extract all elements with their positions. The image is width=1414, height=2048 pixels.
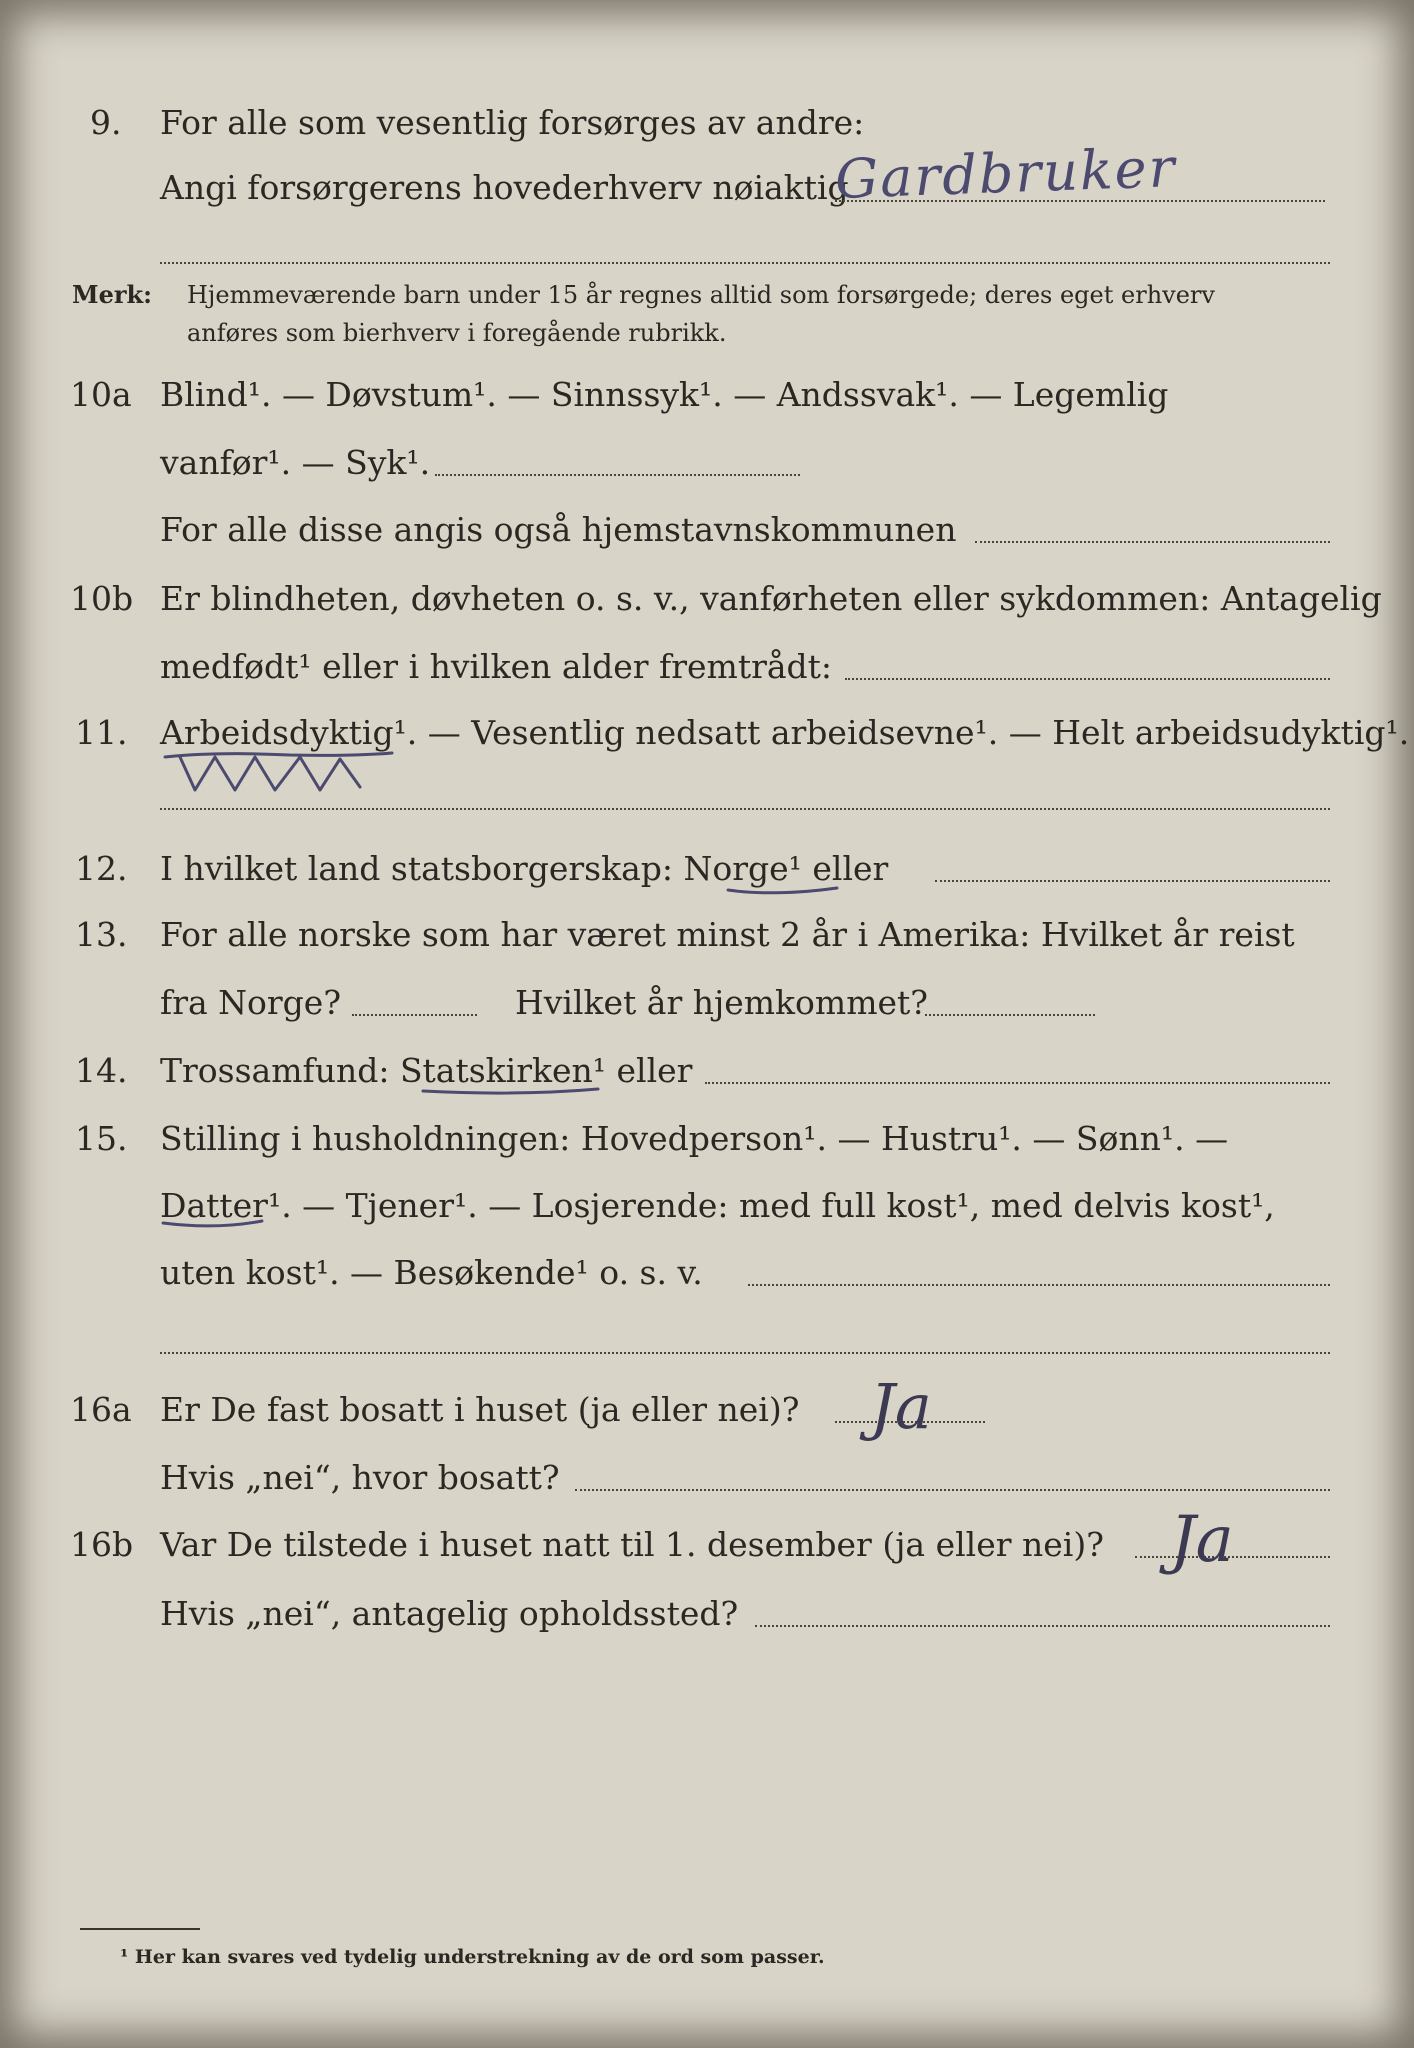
q16b-text2: Hvis „nei“, antagelig opholdssted?: [160, 1594, 739, 1633]
q10b-line1: [0, 577, 1414, 621]
q13-line1: [0, 913, 1414, 957]
q13-text1: For alle norske som har været minst 2 år i Amerika: Hvilket år reist: [160, 915, 1295, 954]
q10a-line1: [0, 373, 1414, 417]
q10b-text2: medfødt¹ eller i hvilken alder fremtrådt:: [160, 647, 833, 686]
q16b-text1: Var De tilstede i huset natt til 1. desember (ja eller nei)?: [160, 1525, 1104, 1564]
q11-number: 11.: [75, 713, 128, 752]
merk-text2: anføres som bierhverv i foregående rubrikk.: [187, 319, 727, 347]
q10a-line2: [0, 441, 1414, 485]
q10a-number: 10a: [70, 375, 132, 414]
q9-text2: Angi forsørgerens hovederhverv nøiaktig: [160, 168, 849, 207]
q15-text2: Datter¹. — Tjener¹. — Losjerende: med full kost¹, med delvis kost¹,: [160, 1186, 1275, 1225]
q9-number: 9.: [90, 103, 122, 142]
q16a-answer-handwritten: Ja: [870, 1370, 932, 1443]
q10a-syk-line[interactable]: [435, 474, 800, 476]
q16a-text2: Hvis „nei“, hvor bosatt?: [160, 1458, 560, 1497]
q13-hjemkommet-line[interactable]: [925, 1014, 1095, 1016]
q10b-line2: [0, 645, 1414, 689]
q12-answer-line[interactable]: [935, 880, 1330, 882]
q9-text1: For alle som vesentlig forsørges av andre:: [160, 103, 865, 142]
q16a-line1: [0, 1388, 1414, 1432]
q15-extra-line[interactable]: [160, 1352, 1330, 1354]
q15-answer-line[interactable]: [748, 1284, 1330, 1286]
q9-line1: [0, 101, 1414, 145]
q14-number: 14.: [75, 1051, 128, 1090]
q15-number: 15.: [75, 1119, 128, 1158]
q12-line1: [0, 847, 1414, 891]
q13-text2a: fra Norge?: [160, 983, 342, 1022]
q12-text1: I hvilket land statsborgerskap: Norge¹ eller: [160, 849, 889, 888]
q14-answer-line[interactable]: [705, 1082, 1330, 1084]
q10a-text3: For alle disse angis også hjemstavnskommunen: [160, 510, 957, 549]
q16b-opholdssted-line[interactable]: [755, 1625, 1330, 1627]
footnote: ¹ Her kan svares ved tydelig understrekning av de ord som passer.: [120, 1946, 825, 1968]
q10b-text1: Er blindheten, døvheten o. s. v., vanførheten eller sykdommen: Antagelig: [160, 579, 1382, 618]
q15-datter-underline: [160, 1215, 270, 1235]
footnote-rule: [80, 1928, 200, 1930]
q15-line3: [0, 1251, 1414, 1295]
q9-answer-handwritten: Gardbruker: [834, 136, 1178, 211]
q13-number: 13.: [75, 915, 128, 954]
q14-statskirken-underline: [420, 1082, 605, 1102]
q10a-text1: Blind¹. — Døvstum¹. — Sinnssyk¹. — Andssvak¹. — Legemlig: [160, 375, 1169, 414]
q13-text2b: Hvilket år hjemkommet?: [515, 983, 928, 1022]
q11-handwritten-underline: [160, 735, 420, 795]
q10a-line3: [0, 508, 1414, 552]
q16b-number: 16b: [70, 1525, 134, 1564]
q12-number: 12.: [75, 849, 128, 888]
q11-text1: Arbeidsdyktig¹. — Vesentlig nedsatt arbeidsevne¹. — Helt arbeidsudyktig¹.: [160, 713, 1410, 752]
q15-text1: Stilling i husholdningen: Hovedperson¹. — Hustru¹. — Sønn¹. —: [160, 1119, 1229, 1158]
q9-extra-line[interactable]: [160, 262, 1330, 264]
q16a-line2: [0, 1456, 1414, 1500]
q16a-number: 16a: [70, 1390, 132, 1429]
q9-line2: [0, 166, 1414, 210]
merk-label: Merk:: [72, 280, 152, 309]
q10a-kommune-line[interactable]: [975, 541, 1330, 543]
q10b-answer-line[interactable]: [845, 678, 1330, 680]
q13-line2: [0, 981, 1414, 1025]
merk-text1: Hjemmeværende barn under 15 år regnes alltid som forsørgede; deres eget erhverv: [187, 281, 1215, 309]
q16a-bosatt-line[interactable]: [575, 1489, 1330, 1491]
q10b-number: 10b: [70, 579, 134, 618]
q12-norge-underline: [725, 880, 845, 900]
q11-extra-line[interactable]: [160, 808, 1330, 810]
q16b-line2: [0, 1592, 1414, 1636]
q15-text3: uten kost¹. — Besøkende¹ o. s. v.: [160, 1253, 703, 1292]
q14-line1: [0, 1049, 1414, 1093]
q14-text1: Trossamfund: Statskirken¹ eller: [160, 1051, 693, 1090]
q13-reist-line[interactable]: [352, 1014, 477, 1016]
q10a-text2: vanfør¹. — Syk¹.: [160, 443, 431, 482]
q16a-text1: Er De fast bosatt i huset (ja eller nei)?: [160, 1390, 800, 1429]
q16b-answer-handwritten: Ja: [1170, 1503, 1234, 1577]
q15-line1: [0, 1117, 1414, 1161]
